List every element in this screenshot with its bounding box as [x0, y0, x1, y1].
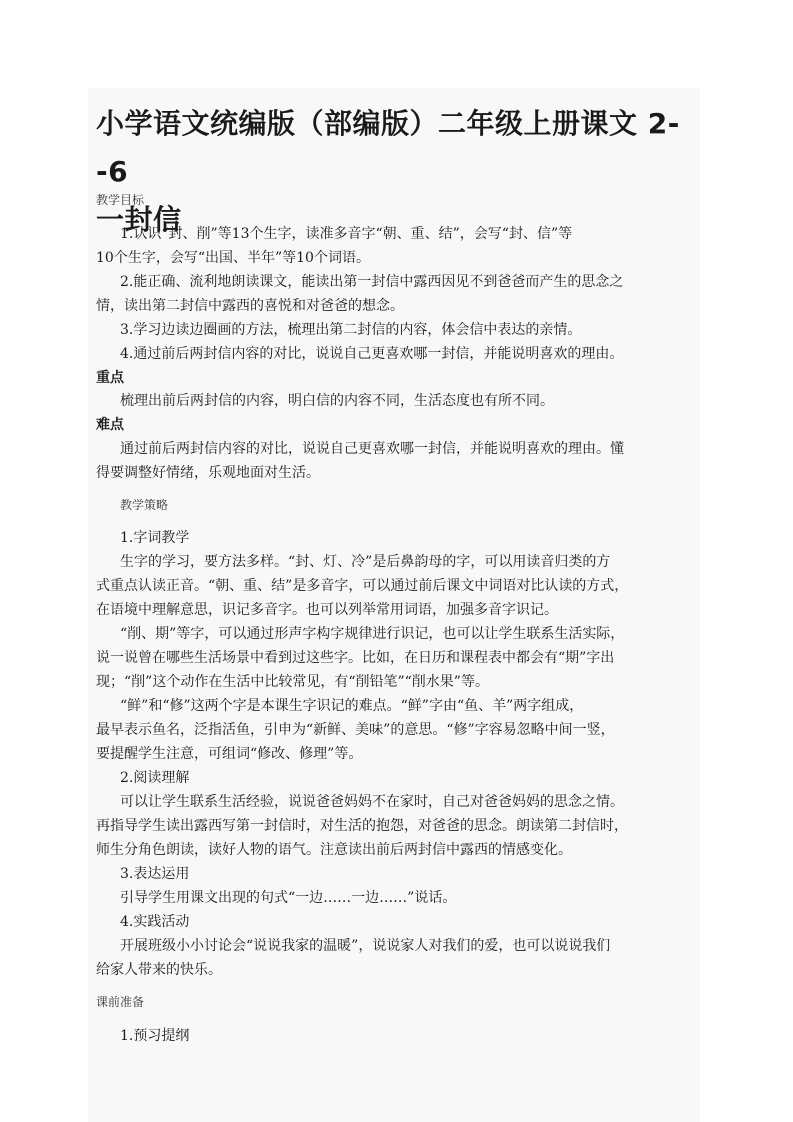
strategy-4-line: 给家人带来的快乐。 — [96, 962, 222, 978]
difficulty-line: 得要调整好情绪，乐观地面对生活。 — [96, 465, 320, 481]
goal-line: 3.学习边读边圈画的方法，梳理出第二封信的内容，体会信中表达的亲情。 — [120, 322, 582, 338]
strategy-3-line: 引导学生用课文出现的句式“一边……一边……”说话。 — [120, 890, 457, 906]
title-line-2: 一封信 — [96, 203, 182, 236]
strategy-2-line: 可以让学生联系生活经验，说说爸爸妈妈不在家时，自己对爸爸妈妈的思念之情。 — [120, 794, 624, 810]
goal-line: 情，读出第二封信中露西的喜悦和对爸爸的想念。 — [96, 298, 404, 314]
strategy-4-heading: 4.实践活动 — [120, 914, 190, 930]
key-point-heading: 重点 — [96, 370, 124, 386]
difficulty-line: 通过前后两封信内容的对比，说说自己更喜欢哪一封信，并能说明喜欢的理由。懂 — [120, 441, 624, 457]
section-heading-goals: 教学目标 — [96, 193, 145, 207]
strategy-4-line: 开展班级小小讨论会“说说我家的温暖”，说说家人对我们的爱，也可以说说我们 — [120, 938, 611, 954]
strategy-1-line: “鲜”和“修”这两个字是本课生字识记的难点。“鲜”字由“鱼、羊”两字组成， — [120, 698, 584, 714]
strategy-2-heading: 2.阅读理解 — [120, 770, 190, 786]
title-line-1: 小学语文统编版（部编版）二年级上册课文 2--6 — [96, 107, 680, 188]
key-point-text: 梳理出前后两封信的内容，明白信的内容不同，生活态度也有所不同。 — [120, 393, 554, 409]
strategy-1-heading: 1.字词教学 — [120, 530, 190, 546]
goal-line: 10个生字，会写“出国、半年”等10个词语。 — [96, 250, 370, 266]
strategy-1-line: 生字的学习，要方法多样。“封、灯、冷”是后鼻韵母的字，可以用读音归类的方 — [120, 554, 611, 570]
section-heading-prep: 课前准备 — [96, 995, 145, 1009]
strategy-1-line: 要提醒学生注意，可组词“修改、修理”等。 — [96, 746, 363, 762]
strategy-1-line: “削、期”等字，可以通过形声字构字规律进行识记，也可以让学生联系生活实际， — [120, 626, 625, 642]
difficulty-heading: 难点 — [96, 417, 124, 433]
strategy-2-line: 师生分角色朗读，读好人物的语气。注意读出前后两封信中露西的情感变化。 — [96, 842, 572, 858]
strategy-1-line: 在语境中理解意思，识记多音字。也可以列举常用词语，加强多音字识记。 — [96, 602, 558, 618]
strategy-1-line: 现；“削”这个动作在生活中比较常见，有“削铅笔”“削水果”等。 — [96, 674, 489, 690]
strategy-3-heading: 3.表达运用 — [120, 866, 190, 882]
prep-1-heading: 1.预习提纲 — [120, 1028, 190, 1044]
section-heading-strategy: 教学策略 — [120, 498, 169, 512]
goal-line: 1.认识“封、削”等13个生字，读准多音字“朝、重、结”，会写“封、信”等 — [120, 226, 573, 242]
goal-line: 2.能正确、流利地朗读课文，能读出第一封信中露西因见不到爸爸而产生的思念之 — [120, 274, 624, 290]
strategy-1-line: 说一说曾在哪些生活场景中看到过这些字。比如，在日历和课程表中都会有“期”字出 — [96, 650, 615, 666]
strategy-1-line: 式重点认读正音。“朝、重、结”是多音字，可以通过前后课文中词语对比认读的方式， — [96, 578, 629, 594]
strategy-2-line: 再指导学生读出露西写第一封信时，对生活的抱怨，对爸爸的思念。朗读第二封信时， — [96, 818, 628, 834]
strategy-1-line: 最早表示鱼名，泛指活鱼，引申为“新鲜、美味”的意思。“修”字容易忽略中间一竖， — [96, 722, 615, 738]
goal-line: 4.通过前后两封信内容的对比，说说自己更喜欢哪一封信，并能说明喜欢的理由。 — [120, 346, 624, 362]
